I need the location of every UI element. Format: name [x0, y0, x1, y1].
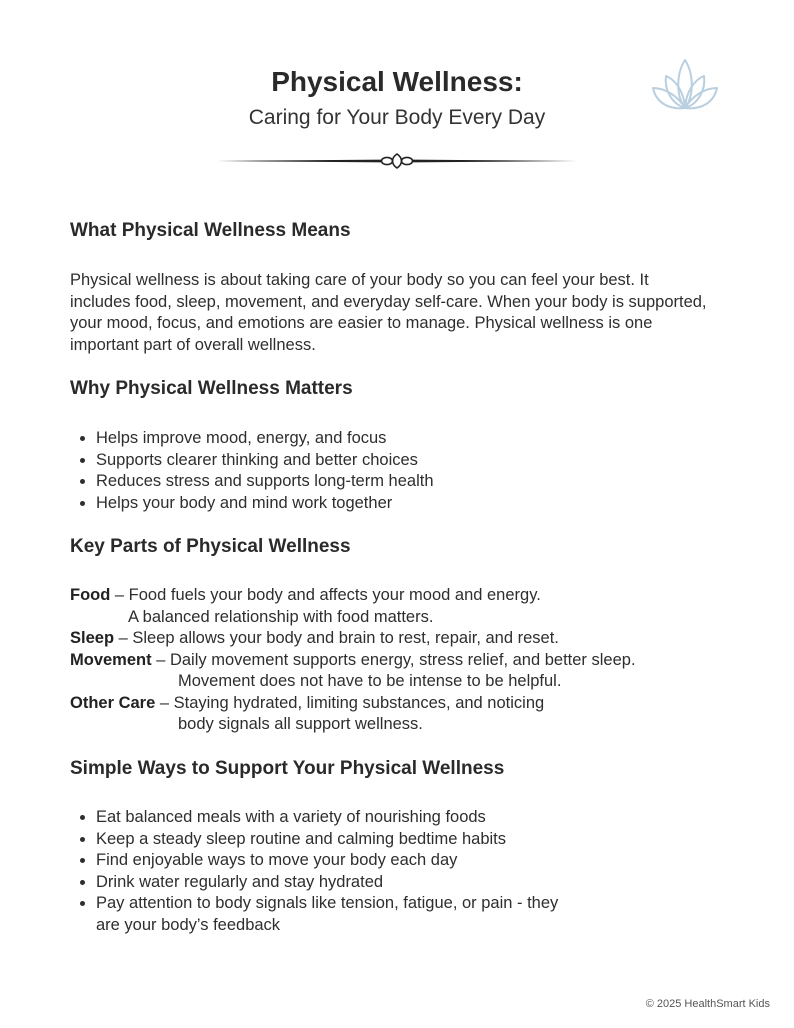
key-part-sleep — [70, 628, 730, 650]
list-item: • Pay attention to body signals like tension, fatigue, or pain - they are your body’s feedback — [96, 893, 566, 936]
key-part-description: – Staying hydrated, limiting substances, and noticing — [155, 693, 545, 712]
list-item: • Reduces stress and supports long-term health — [96, 471, 434, 493]
key-part-continuation: A balanced relationship with food matters. — [128, 607, 434, 626]
key-part-description: – Food fuels your body and affects your mood and energy. — [110, 586, 541, 604]
heading-what-physical-wellness-means: What Physical Wellness Means — [70, 220, 351, 241]
key-part-continuation: Movement does not have to be intense to be helpful. — [178, 672, 562, 690]
heading-why-physical-wellness-matters: Why Physical Wellness Matters — [70, 378, 353, 399]
list-item: • Helps your body and mind work together — [96, 493, 434, 515]
key-part-term: Other Care — [70, 693, 156, 712]
list-item: • Drink water regularly and stay hydrated — [96, 872, 566, 894]
key-part-movement — [70, 650, 730, 693]
list-item: • Supports clearer thinking and better choices — [96, 450, 434, 472]
list-simple-ways — [70, 807, 566, 936]
list-why-matters — [70, 428, 434, 514]
paragraph-physical-wellness-meaning: Physical wellness is about taking care of your body so you can feel your best. It includes food, sleep, movement, and everyday self-care. When your body is supported, your mood, focus, and emotions are easier to manage. Physical wellness is one important part of overall wellness. — [70, 271, 707, 354]
key-part-food — [70, 585, 730, 628]
key-parts-list — [70, 585, 730, 736]
page-subtitle: Caring for Your Body Every Day — [248, 106, 546, 129]
heading-key-parts: Key Parts of Physical Wellness — [70, 536, 351, 557]
key-part-continuation: body signals all support wellness. — [178, 715, 423, 733]
ornamental-divider — [217, 150, 577, 172]
key-part-other-care — [70, 693, 730, 736]
key-part-term: Food — [70, 586, 111, 604]
list-item: • Find enjoyable ways to move your body each day — [96, 850, 566, 872]
copyright-footer: © 2025 HealthSmart Kids — [645, 998, 770, 1010]
heading-simple-ways: Simple Ways to Support Your Physical Wellness — [70, 758, 505, 779]
list-item: • Helps improve mood, energy, and focus — [96, 428, 434, 450]
key-part-term: Sleep — [70, 629, 115, 647]
list-item: • Eat balanced meals with a variety of nourishing foods — [96, 807, 566, 829]
key-part-description: – Daily movement supports energy, stress relief, and better sleep. — [151, 650, 636, 669]
list-item: • Keep a steady sleep routine and calming bedtime habits — [96, 829, 566, 851]
page-title: Physical Wellness: — [271, 66, 523, 97]
key-part-term: Movement — [70, 650, 152, 669]
key-part-description: – Sleep allows your body and brain to rest, repair, and reset. — [114, 629, 559, 647]
